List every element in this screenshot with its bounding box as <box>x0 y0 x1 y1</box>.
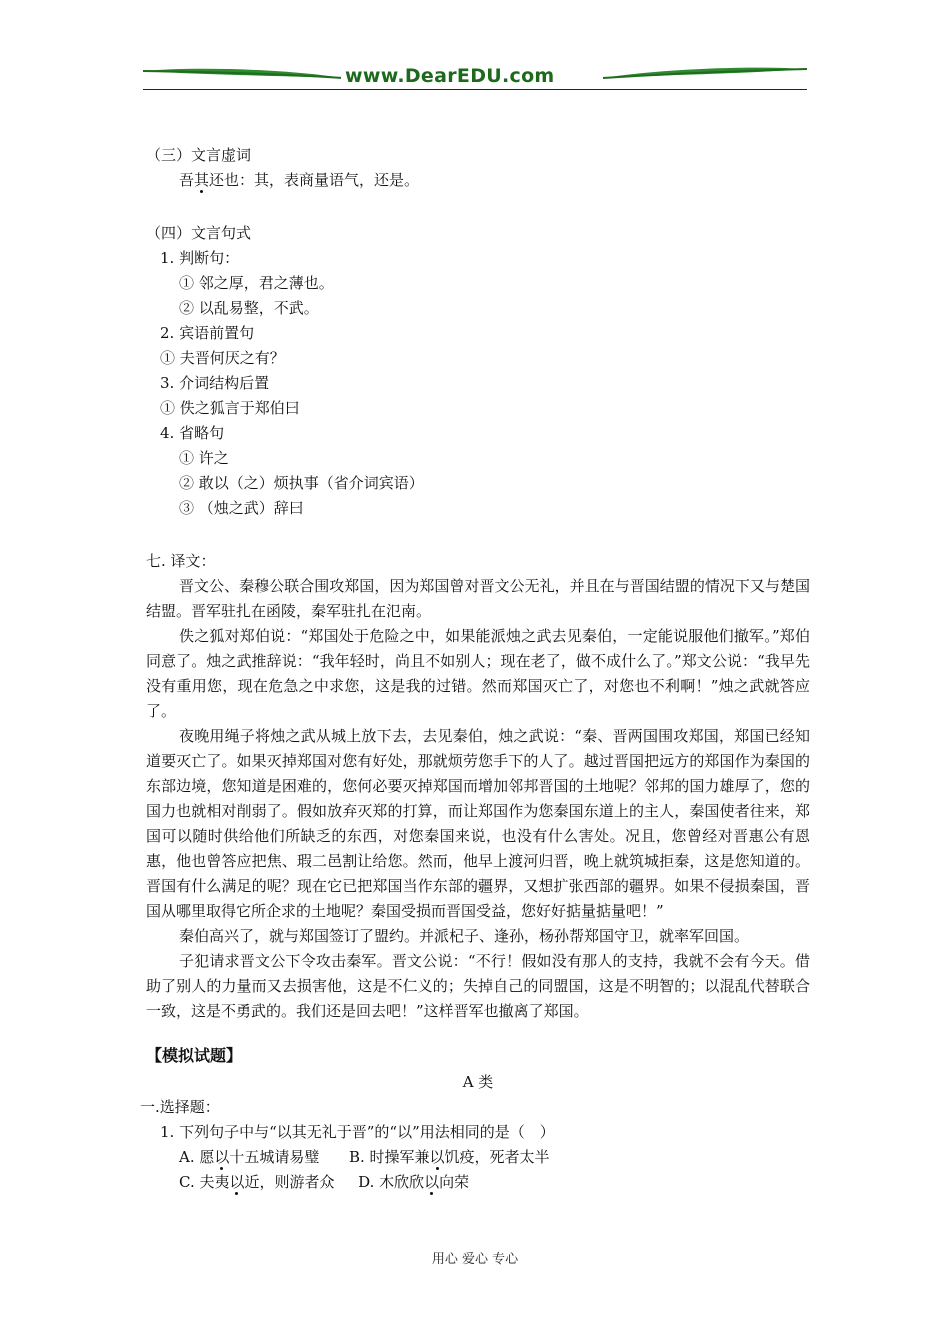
option-b: B. 时操军兼以饥疫，死者太半 <box>348 1148 550 1166</box>
option-d: D. 木欣欣以向荣 <box>358 1173 470 1191</box>
emphasized-char: 以 <box>214 1148 230 1166</box>
pattern-heading: 2. 宾语前置句 <box>160 324 255 342</box>
translation-title: 七. 译文： <box>146 552 216 570</box>
emphasized-char: 以 <box>229 1173 245 1191</box>
pattern-example: ① 邻之厚，君之薄也。 <box>179 274 334 292</box>
mock-exam-title: 【模拟试题】 <box>146 1046 243 1065</box>
header-rule <box>143 89 807 90</box>
emphasized-char: 以 <box>429 1148 445 1166</box>
options-row <box>146 1145 810 1170</box>
pattern-example: ① 夫晋何厌之有？ <box>160 349 285 367</box>
pattern-example: ③ （烛之武）辞曰 <box>179 499 304 517</box>
pattern-example: ① 许之 <box>179 449 229 467</box>
part-title: 一.选择题： <box>140 1098 220 1116</box>
question-stem: 1. 下列句子中与“以其无礼于晋”的“以”用法相同的是（ ） <box>160 1123 555 1141</box>
pattern-example: ① 佚之狐言于郑伯曰 <box>160 399 300 417</box>
option-a: A. 愿以十五城请易璧 <box>179 1148 320 1166</box>
emphasized-char: 以 <box>424 1173 440 1191</box>
pattern-example: ② 敢以（之）烦执事（省介词宾语） <box>179 474 424 492</box>
pattern-heading: 3. 介词结构后置 <box>160 374 270 392</box>
page-header <box>143 62 807 92</box>
options-row <box>146 1170 810 1195</box>
translation-paragraph: 夜晚用绳子将烛之武从城上放下去，去见秦伯，烛之武说：“秦、晋两国围攻郑国，郑国已经知道要灭亡了。如果灭掉郑国对您有好处，那就烦劳您手下的人了。越过晋国把远方的郑国作为秦国的东部边境，您知道是困难的，您何必要灭掉郑国而增加邻邦晋国的土地呢？邻邦的国力雄厚了，您的国力也就相对削弱了。假如放弃灭郑的打算，而让郑国作为您秦国东道上的主人，秦国使者往来，郑国可以随时供给他们所缺乏的东西，对您秦国来说，也没有什么害处。况且，您曾经对晋惠公有恩惠，他也曾答应把焦、瑕二邑割让给您。然而，他早上渡河归晋，晚上就筑城拒秦，这是您知道的。晋国有什么满足的呢？现在它已把郑国当作东部的疆界，又想扩张西部的疆界。如果不侵损秦国，晋国从哪里取得它所企求的土地呢？秦国受损而晋国受益，您好好掂量掂量吧！” <box>146 727 810 920</box>
particle-item: 吾其还也：其，表商量语气，还是。 <box>179 171 420 189</box>
page-footer: 用心 爱心 专心 <box>431 1252 519 1267</box>
pattern-heading: 1. 判断句： <box>160 249 240 267</box>
site-name: www.DearEDU.com <box>341 65 559 87</box>
translation-paragraph: 晋文公、秦穆公联合围攻郑国，因为郑国曾对晋文公无礼，并且在与晋国结盟的情况下又与楚国结盟。晋军驻扎在函陵，秦军驻扎在氾南。 <box>146 577 810 620</box>
pattern-heading: 4. 省略句 <box>160 424 225 442</box>
pattern-example: ② 以乱易整，不武。 <box>179 299 319 317</box>
translation-paragraph: 秦伯高兴了，就与郑国签订了盟约。并派杞子、逢孙，杨孙帮郑国守卫，就率军回国。 <box>179 927 750 945</box>
translation-paragraph: 佚之狐对郑伯说：“郑国处于危险之中，如果能派烛之武去见秦伯，一定能说服他们撤军。”郑伯同意了。烛之武推辞说：“我年轻时，尚且不如别人；现在老了，做不成什么了。”郑文公说：“我早先没有重用您，现在危急之中求您，这是我的过错。然而郑国灭亡了，对您也不利啊！”烛之武就答应了。 <box>146 627 810 720</box>
emphasized-char: 其 <box>194 171 210 189</box>
section-title-particles: （三）文言虚词 <box>146 146 252 164</box>
document-body <box>140 143 810 1195</box>
option-c: C. 夫夷以近，则游者众 <box>179 1173 335 1191</box>
translation-paragraph: 子犯请求晋文公下令攻击秦军。晋文公说：“不行！假如没有那人的支持，我就不会有今天。借助了别人的力量而又去损害他，这是不仁义的；失掉自己的同盟国，这是不明智的；以混乱代替联合一致，这是不勇武的。我们还是回去吧！”这样晋军也撤离了郑国。 <box>146 952 810 1020</box>
section-title-sentence-patterns: （四）文言句式 <box>146 224 252 242</box>
category-label: A 类 <box>462 1073 494 1091</box>
